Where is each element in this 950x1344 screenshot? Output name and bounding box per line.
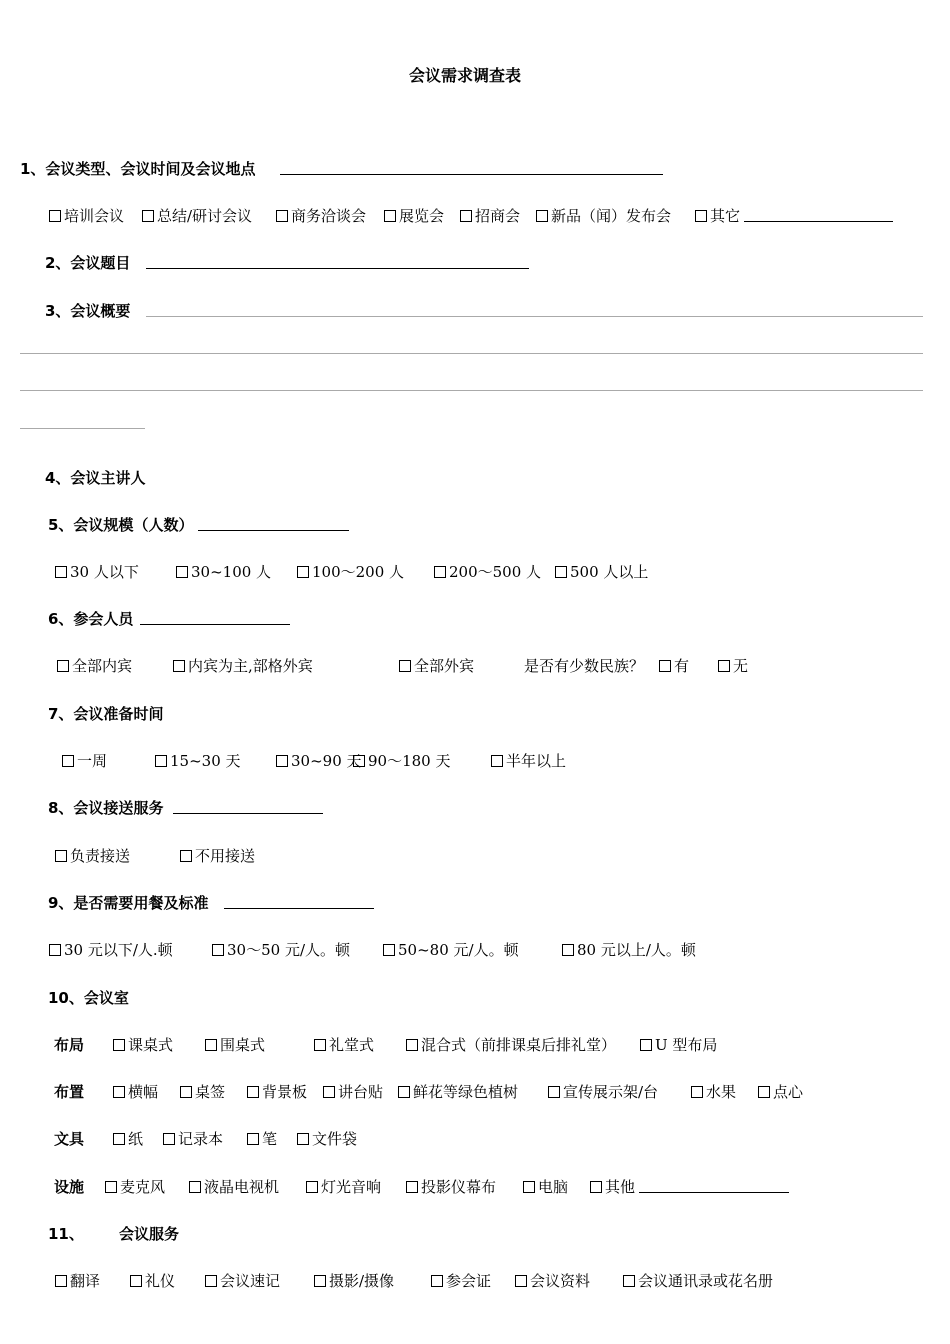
checkbox-icon[interactable] [205,1275,217,1287]
layout-option[interactable]: 课桌式 [113,1034,173,1055]
q11-label: 会议服务 [119,1225,180,1243]
q11-option[interactable]: 摄影/摄像 [314,1270,394,1291]
checkbox-icon[interactable] [113,1039,125,1051]
facilities-option[interactable]: 灯光音响 [306,1176,381,1197]
checkbox-icon[interactable] [384,210,396,222]
checkbox-icon[interactable] [758,1086,770,1098]
checkbox-icon[interactable] [406,1039,418,1051]
q7-option[interactable]: 半年以上 [491,750,566,771]
q11-option[interactable]: 礼仪 [130,1270,175,1291]
checkbox-icon[interactable] [555,566,567,578]
q1-label: 1、会议类型、会议时间及会议地点 [20,160,256,178]
q3-answer-line[interactable] [20,353,923,354]
page-title: 会议需求调查表 [409,66,522,85]
checkbox-icon[interactable] [49,210,61,222]
checkbox-icon[interactable] [247,1086,259,1098]
checkbox-icon[interactable] [695,210,707,222]
facilities-option[interactable]: 投影仪幕布 [406,1176,496,1197]
q8-answer-line[interactable] [173,813,323,814]
q1-option[interactable]: 招商会 [460,205,520,226]
q11-option[interactable]: 会议速记 [205,1270,280,1291]
checkbox-icon[interactable] [180,850,192,862]
checkbox-icon[interactable] [297,1133,309,1145]
checkbox-icon[interactable] [548,1086,560,1098]
decor-option[interactable]: 点心 [758,1081,803,1102]
facilities-option[interactable]: 液晶电视机 [189,1176,279,1197]
q11-number: 11、 [48,1225,84,1243]
checkbox-icon[interactable] [180,1086,192,1098]
q5-option[interactable]: 30~100 人 [176,561,271,582]
checkbox-icon[interactable] [383,944,395,956]
checkbox-icon[interactable] [718,660,730,672]
q1-other-line[interactable] [744,221,893,222]
checkbox-icon[interactable] [212,944,224,956]
q7-option[interactable]: 90～180 天 [353,750,451,771]
q8-option[interactable]: 负责接送 [55,845,130,866]
decor-option[interactable]: 水果 [691,1081,736,1102]
checkbox-icon[interactable] [460,210,472,222]
checkbox-icon[interactable] [353,755,365,767]
facilities-label: 设施 [54,1178,85,1196]
q7-option[interactable]: 一周 [62,750,107,771]
checkbox-icon[interactable] [399,660,411,672]
q3-label: 3、会议概要 [45,302,131,320]
q1-option[interactable]: 其它 [695,205,740,226]
decor-label: 布置 [54,1083,85,1101]
facilities-other-line[interactable] [639,1192,789,1193]
checkbox-icon[interactable] [314,1039,326,1051]
checkbox-icon[interactable] [691,1086,703,1098]
checkbox-icon[interactable] [314,1275,326,1287]
checkbox-icon[interactable] [306,1181,318,1193]
checkbox-icon[interactable] [276,755,288,767]
stationery-option[interactable]: 记录本 [163,1128,223,1149]
q5-option[interactable]: 500 人以上 [555,561,648,582]
checkbox-icon[interactable] [247,1133,259,1145]
facilities-option[interactable]: 麦克风 [105,1176,165,1197]
q1-option[interactable]: 培训会议 [49,205,124,226]
decor-option[interactable]: 讲台贴 [323,1081,383,1102]
checkbox-icon[interactable] [189,1181,201,1193]
q11-option[interactable]: 翻译 [55,1270,100,1291]
q9-label: 9、是否需要用餐及标准 [48,894,209,912]
q7-label: 7、会议准备时间 [48,705,164,723]
checkbox-icon[interactable] [176,566,188,578]
checkbox-icon[interactable] [623,1275,635,1287]
q3-answer-line[interactable] [20,390,923,391]
q1-option[interactable]: 新品（闻）发布会 [536,205,671,226]
checkbox-icon[interactable] [431,1275,443,1287]
q5-option[interactable]: 100～200 人 [297,561,404,582]
q6-answer-line[interactable] [140,624,290,625]
q2-label: 2、会议题目 [45,254,131,272]
q9-answer-line[interactable] [224,908,374,909]
checkbox-icon[interactable] [155,755,167,767]
q1-option[interactable]: 商务洽谈会 [276,205,366,226]
layout-option[interactable]: U 型布局 [640,1034,717,1055]
stationery-option[interactable]: 文件袋 [297,1128,357,1149]
checkbox-icon[interactable] [590,1181,602,1193]
decor-option[interactable]: 宣传展示架/台 [548,1081,658,1102]
minority-option-yes[interactable]: 有 [659,655,689,676]
checkbox-icon[interactable] [659,660,671,672]
checkbox-icon[interactable] [323,1086,335,1098]
checkbox-icon[interactable] [163,1133,175,1145]
decor-option[interactable]: 桌签 [180,1081,225,1102]
checkbox-icon[interactable] [62,755,74,767]
layout-option[interactable]: 围桌式 [205,1034,265,1055]
facilities-option[interactable]: 电脑 [523,1176,568,1197]
checkbox-icon[interactable] [142,210,154,222]
q10-label: 10、会议室 [48,989,129,1007]
q5-option[interactable]: 200～500 人 [434,561,541,582]
checkbox-icon[interactable] [406,1181,418,1193]
checkbox-icon[interactable] [49,944,61,956]
q9-option[interactable]: 30～50 元/人。顿 [212,939,350,960]
q8-option[interactable]: 不用接送 [180,845,255,866]
layout-label: 布局 [54,1036,85,1054]
q6-label: 6、参会人员 [48,610,134,628]
q3-answer-line[interactable] [146,316,923,317]
layout-option[interactable]: 礼堂式 [314,1034,374,1055]
stationery-option[interactable]: 纸 [113,1128,143,1149]
checkbox-icon[interactable] [130,1275,142,1287]
stationery-label: 文具 [54,1130,85,1148]
q1-option[interactable]: 展览会 [384,205,444,226]
checkbox-icon[interactable] [55,566,67,578]
checkbox-icon[interactable] [523,1181,535,1193]
checkbox-icon[interactable] [562,944,574,956]
decor-option[interactable]: 横幅 [113,1081,158,1102]
q7-option[interactable]: 15~30 天 [155,750,241,771]
checkbox-icon[interactable] [55,850,67,862]
minority-question: 是否有少数民族？ [524,657,645,675]
q4-label: 4、会议主讲人 [45,469,146,487]
checkbox-icon[interactable] [57,660,69,672]
q11-option[interactable]: 会议资料 [515,1270,590,1291]
q6-option[interactable]: 内宾为主,部格外宾 [173,655,313,676]
decor-option[interactable]: 背景板 [247,1081,307,1102]
q5-label: 5、会议规模（人数） [48,516,194,534]
checkbox-icon[interactable] [434,566,446,578]
checkbox-icon[interactable] [173,660,185,672]
checkbox-icon[interactable] [640,1039,652,1051]
q9-option[interactable]: 30 元以下/人.顿 [49,939,173,960]
checkbox-icon[interactable] [398,1086,410,1098]
stationery-option[interactable]: 笔 [247,1128,277,1149]
checkbox-icon[interactable] [113,1086,125,1098]
checkbox-icon[interactable] [515,1275,527,1287]
checkbox-icon[interactable] [113,1133,125,1145]
checkbox-icon[interactable] [536,210,548,222]
decor-option[interactable]: 鲜花等绿色植树 [398,1081,518,1102]
checkbox-icon[interactable] [105,1181,117,1193]
q1-answer-line[interactable] [280,174,663,175]
q3-answer-line[interactable] [20,428,145,429]
q5-option[interactable]: 30 人以下 [55,561,139,582]
q6-option[interactable]: 全部外宾 [399,655,474,676]
q11-option[interactable]: 会议通讯录或花名册 [623,1270,773,1291]
checkbox-icon[interactable] [297,566,309,578]
q6-option[interactable]: 全部内宾 [57,655,132,676]
q8-label: 8、会议接送服务 [48,799,164,817]
checkbox-icon[interactable] [491,755,503,767]
q2-answer-line[interactable] [146,268,529,269]
q5-answer-line[interactable] [198,530,349,531]
q7-option[interactable]: 30~90 天 [276,750,362,771]
q9-option[interactable]: 50~80 元/人。顿 [383,939,519,960]
checkbox-icon[interactable] [276,210,288,222]
facilities-option[interactable]: 其他 [590,1176,635,1197]
q1-option[interactable]: 总结/研讨会议 [142,205,252,226]
q9-option[interactable]: 80 元以上/人。顿 [562,939,696,960]
minority-option-no[interactable]: 无 [718,655,748,676]
checkbox-icon[interactable] [55,1275,67,1287]
checkbox-icon[interactable] [205,1039,217,1051]
q11-option[interactable]: 参会证 [431,1270,491,1291]
layout-option[interactable]: 混合式（前排课桌后排礼堂） [406,1034,616,1055]
